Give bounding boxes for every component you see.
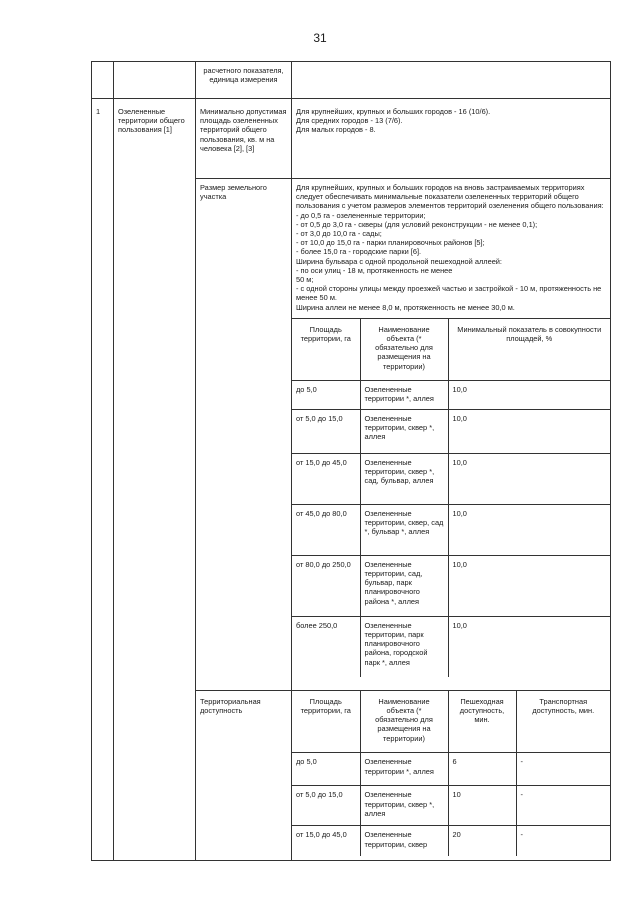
min-area-line: Для крупнейших, крупных и больших городов - 16 (10/6).	[296, 107, 491, 116]
percent-cell: 10,0	[448, 453, 610, 504]
object-name-cell: Озелененные территории, сквер *, сад, бульвар, аллея	[360, 453, 448, 504]
percent-cell: 10,0	[448, 409, 610, 453]
area-cell: от 5,0 до 15,0	[292, 409, 360, 453]
percent-cell: 10,0	[448, 380, 610, 409]
plot-size-line: - от 0,5 до 3,0 га - скверы (для условий реконструкции - не менее 0,1);	[296, 219, 538, 229]
row-number: 1	[92, 99, 114, 861]
walk-cell: 10	[448, 786, 516, 826]
header-cell-number	[92, 62, 114, 99]
area-header-area: Площадь территории, га	[292, 318, 360, 380]
object-name-cell: Озелененные территории, сквер *, аллея	[360, 786, 448, 826]
table-row	[292, 616, 610, 677]
table-row	[292, 453, 610, 504]
area-cell: от 5,0 до 15,0	[292, 786, 360, 826]
table-row	[292, 826, 610, 856]
object-name-cell: Озелененные территории, сквер, сад *, бульвар *, аллея	[360, 504, 448, 555]
header-cell-value	[292, 62, 611, 99]
plot-size-line: - с одной стороны улицы между проезжей частью и застройкой - 10 м, протяженность не менее 50 м.	[296, 284, 602, 303]
area-header-percent: Минимальный показатель в совокупности площадей, %	[448, 318, 610, 380]
walk-cell: 6	[448, 753, 516, 786]
table-row	[92, 99, 611, 179]
area-cell: до 5,0	[292, 753, 360, 786]
object-name-cell: Озелененные территории, парк планировочного района, городской парк *, аллея	[360, 616, 448, 677]
plot-size-line: - по оси улиц - 18 м, протяженность не менее	[296, 265, 453, 275]
access-header-transport: Транспортная доступность, мин.	[516, 691, 610, 753]
access-header-walk: Пешеходная доступность, мин.	[448, 691, 516, 753]
area-cell: до 5,0	[292, 380, 360, 409]
area-cell: от 80,0 до 250,0	[292, 555, 360, 616]
percent-cell: 10,0	[448, 616, 610, 677]
accessibility-table-header	[292, 691, 610, 753]
area-table-header	[292, 318, 610, 380]
transport-cell: -	[516, 826, 610, 856]
object-name-cell: Озелененные территории *, аллея	[360, 753, 448, 786]
accessibility-table	[292, 691, 610, 856]
accessibility-value	[292, 690, 611, 860]
area-header-name: Наименование объекта (* обязательно для размещения на территории)	[360, 318, 448, 380]
plot-size-line: Ширина аллеи не менее 8,0 м, протяженность не менее 30,0 м.	[296, 302, 515, 312]
plot-size-label: Размер земельного участка	[196, 179, 292, 691]
object-name-cell: Озелененные территории, сквер	[360, 826, 448, 856]
header-cell-indicator: расчетного показателя, единица измерения	[196, 62, 292, 99]
area-cell: от 15,0 до 45,0	[292, 826, 360, 856]
min-area-line: Для средних городов - 13 (7/6).	[296, 116, 403, 126]
plot-size-line: - до 0,5 га - озелененные территории;	[296, 210, 426, 220]
percent-cell: 10,0	[448, 555, 610, 616]
area-cell: от 15,0 до 45,0	[292, 453, 360, 504]
plot-size-value	[292, 179, 611, 691]
percent-cell: 10,0	[448, 504, 610, 555]
object-name-cell: Озелененные территории, сад, бульвар, парк планировочного района *, аллея	[360, 555, 448, 616]
plot-size-line: - более 15,0 га - городские парки [6].	[296, 247, 422, 257]
plot-size-line: - от 3,0 до 10,0 га - сады;	[296, 229, 382, 239]
area-cell: от 45,0 до 80,0	[292, 504, 360, 555]
access-header-name: Наименование объекта (* обязательно для размещения на территории)	[360, 691, 448, 753]
row-name: Озелененные территории общего пользования [1]	[114, 99, 196, 861]
object-name-cell: Озелененные территории, сквер *, аллея	[360, 409, 448, 453]
table-row	[292, 380, 610, 409]
table-row	[292, 555, 610, 616]
plot-size-line: Для крупнейших, крупных и больших городов на вновь застраиваемых территориях следует обеспечивать минимальные показатели озелененных территорий общего пользования с учетом размеров элементов территорий озеленения общего пользования:	[296, 183, 604, 211]
transport-cell: -	[516, 786, 610, 826]
table-row	[292, 409, 610, 453]
accessibility-label: Территориальная доступность	[196, 690, 292, 860]
object-name-cell: Озелененные территории *, аллея	[360, 380, 448, 409]
walk-cell: 20	[448, 826, 516, 856]
table-row	[292, 786, 610, 826]
area-percentage-table	[292, 318, 610, 678]
table-row	[292, 753, 610, 786]
page-number: 31	[313, 31, 327, 45]
plot-size-line: - от 10,0 до 15,0 га - парки планировочных районов [5];	[296, 238, 485, 248]
area-cell: более 250,0	[292, 616, 360, 677]
table-header-row	[92, 62, 611, 99]
min-area-line: Для малых городов - 8.	[296, 125, 376, 135]
min-area-value	[292, 99, 611, 179]
plot-size-line: 50 м;	[296, 275, 314, 285]
table-row	[292, 504, 610, 555]
plot-size-line: Ширина бульвара с одной продольной пешеходной аллеей:	[296, 256, 502, 266]
standards-table	[91, 61, 611, 861]
transport-cell: -	[516, 753, 610, 786]
min-area-label: Минимально допустимая площадь озелененных территорий общего пользования, кв. м на человека [2], [3]	[196, 99, 292, 179]
header-cell-name	[114, 62, 196, 99]
access-header-area: Площадь территории, га	[292, 691, 360, 753]
